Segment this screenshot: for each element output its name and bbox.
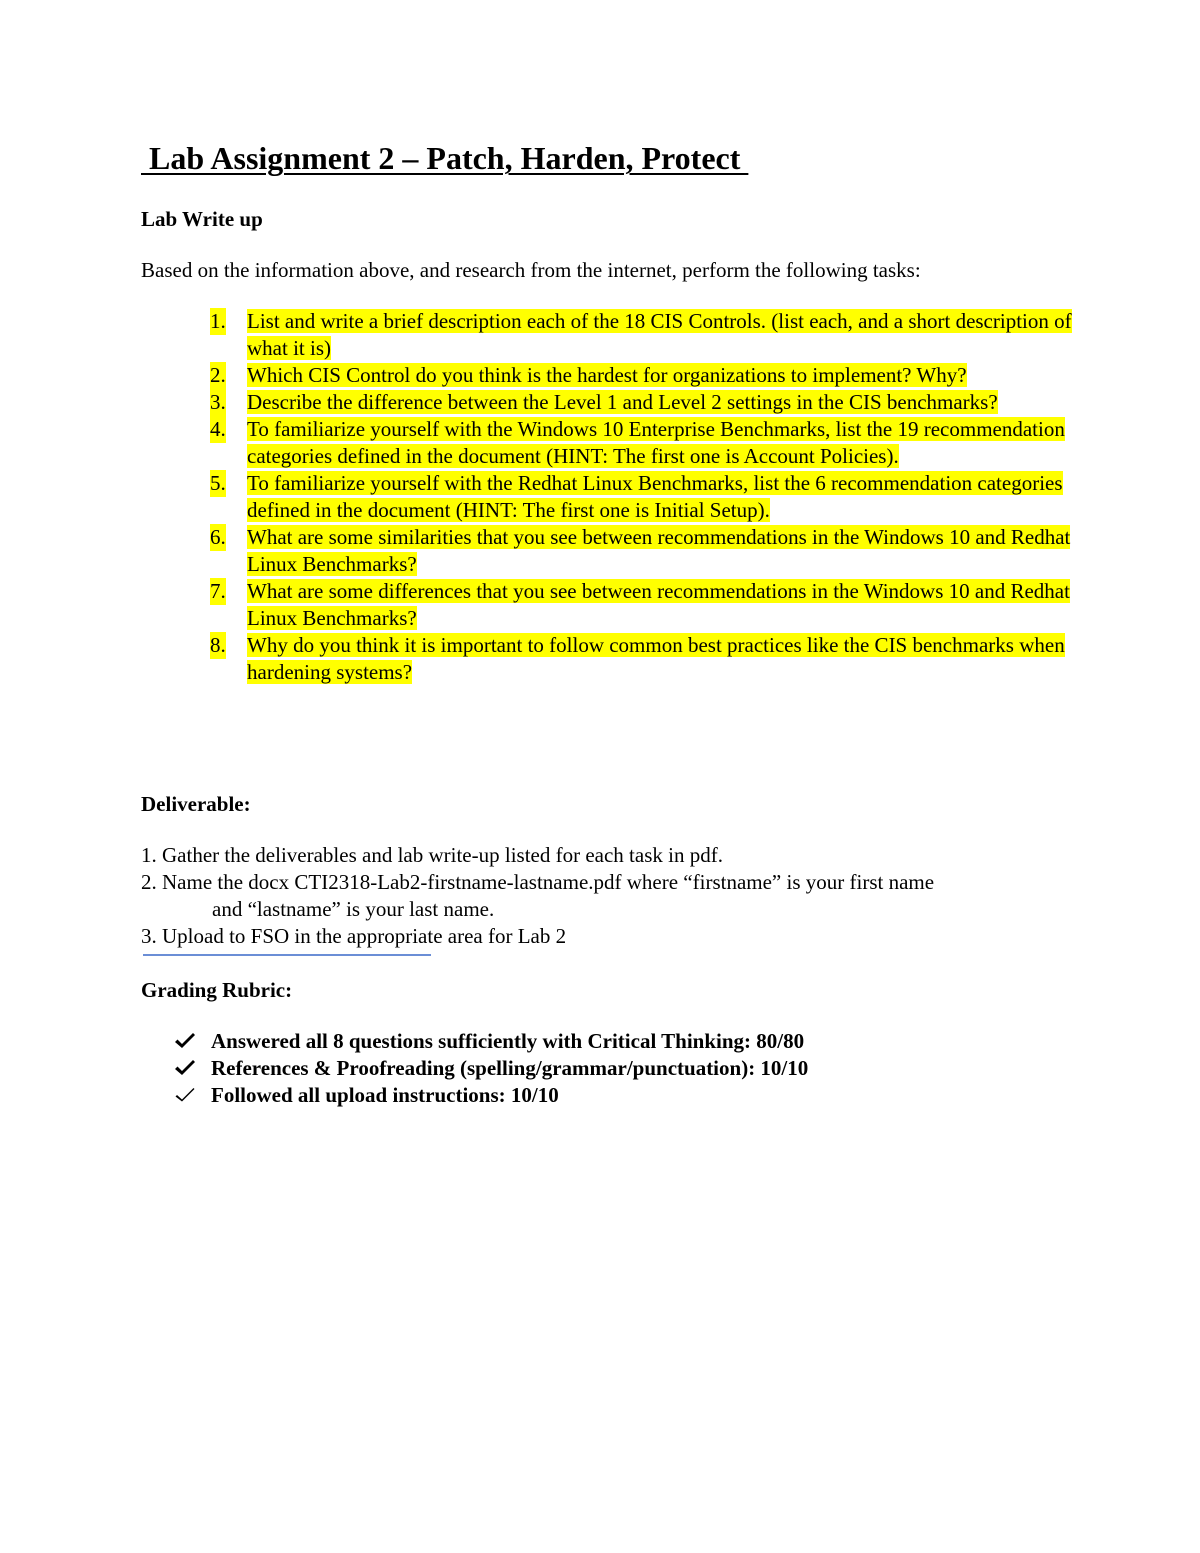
task-number: 6. xyxy=(210,525,226,549)
grading-rubric-heading: Grading Rubric: xyxy=(141,978,293,1002)
checkmark-icon xyxy=(174,1032,196,1050)
deliverable-list xyxy=(141,842,1061,950)
task-item-5 xyxy=(0,470,1077,524)
checkmark-icon xyxy=(174,1086,196,1104)
task-item-2 xyxy=(0,362,1077,389)
rubric-item-text: Answered all 8 questions sufficiently with Critical Thinking: 80/80 xyxy=(211,1029,805,1053)
task-text: What are some differences that you see between recommendations in the Windows 10 and Redhat Linux Benchmarks? xyxy=(247,579,1070,630)
task-item-4 xyxy=(0,416,1077,470)
rubric-item-text: Followed all upload instructions: 10/10 xyxy=(211,1083,559,1107)
task-text: To familiarize yourself with the Redhat Linux Benchmarks, list the 6 recommendation categories defined in the document (HINT: The first one is Initial Setup). xyxy=(247,471,1063,522)
deliverable-item-2-line-2: and “lastname” is your last name. xyxy=(212,897,495,921)
deliverable-item-2 xyxy=(141,869,1061,923)
task-number: 8. xyxy=(210,633,226,657)
task-item-3 xyxy=(0,389,1077,416)
document-title: Lab Assignment 2 – Patch, Harden, Protect xyxy=(141,140,749,176)
checkmark-icon xyxy=(174,1059,196,1077)
rubric-item-2 xyxy=(0,1055,1200,1082)
task-number: 2. xyxy=(210,363,226,387)
task-item-1 xyxy=(0,308,1077,362)
deliverable-item-3-text: 3. Upload to FSO in the appropriate area for Lab 2 xyxy=(141,924,567,948)
spellcheck-underline xyxy=(143,950,431,956)
deliverable-item-1: 1. Gather the deliverables and lab write-up listed for each task in pdf. xyxy=(141,843,723,867)
rubric-list xyxy=(0,1028,1200,1109)
lab-writeup-heading: Lab Write up xyxy=(141,207,263,231)
deliverable-heading: Deliverable: xyxy=(141,792,251,816)
task-text: Which CIS Control do you think is the hardest for organizations to implement? Why? xyxy=(247,363,967,387)
task-number: 3. xyxy=(210,390,226,414)
task-item-6 xyxy=(0,524,1077,578)
task-item-7 xyxy=(0,578,1077,632)
task-text: What are some similarities that you see between recommendations in the Windows 10 and Redhat Linux Benchmarks? xyxy=(247,525,1071,576)
writeup-intro: Based on the information above, and research from the internet, perform the following tasks: xyxy=(141,258,921,282)
rubric-item-3 xyxy=(0,1082,1200,1109)
task-number: 7. xyxy=(210,579,226,603)
task-number: 5. xyxy=(210,471,226,495)
rubric-item-1 xyxy=(0,1028,1200,1055)
task-number: 1. xyxy=(210,309,226,333)
task-number: 4. xyxy=(210,417,226,441)
task-list xyxy=(0,308,1200,686)
task-text: Describe the difference between the Level 1 and Level 2 settings in the CIS benchmarks? xyxy=(247,390,998,414)
task-text: List and write a brief description each of the 18 CIS Controls. (list each, and a short description of what it is) xyxy=(247,309,1072,360)
deliverable-item-2-line-1: 2. Name the docx CTI2318-Lab2-firstname-lastname.pdf where “firstname” is your first name xyxy=(141,870,935,894)
task-item-8 xyxy=(0,632,1077,686)
task-text: Why do you think it is important to follow common best practices like the CIS benchmarks when hardening systems? xyxy=(247,633,1065,684)
rubric-item-text: References & Proofreading (spelling/grammar/punctuation): 10/10 xyxy=(211,1056,809,1080)
task-text: To familiarize yourself with the Windows 10 Enterprise Benchmarks, list the 19 recommendation categories defined in the document (HINT: The first one is Account Policies). xyxy=(247,417,1065,468)
deliverable-item-3 xyxy=(141,923,1061,950)
